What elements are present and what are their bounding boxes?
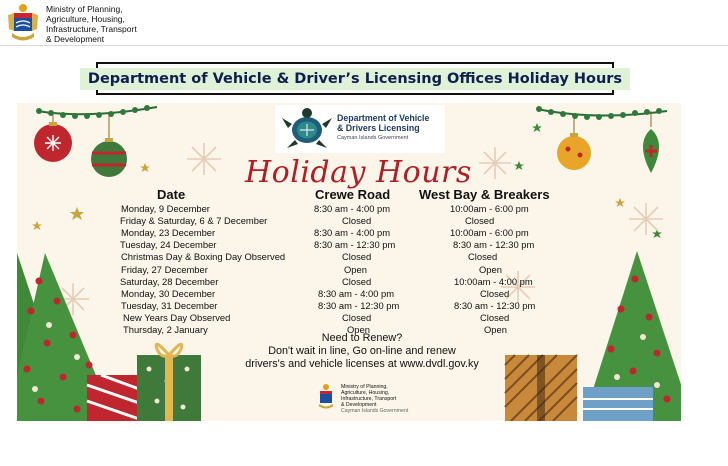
dvdl-logo [275,105,445,153]
schedule-date-cell: Monday, 23 December [121,227,216,239]
page-title-box [87,62,623,95]
schedule-crewe-road-cell: Closed [342,311,372,323]
schedule-date-cell: Friday, 27 December [121,263,208,275]
schedule-date-cell: Monday, 9 December [121,203,210,214]
schedule-date-cell: Saturday, 28 December [120,275,219,287]
schedule-west-bay-cell: 10:00am - 6:00 pm [450,227,529,239]
schedule-west-bay-cell: 8:30 am - 12:30 pm [453,239,535,251]
page-header [0,0,728,46]
schedule-west-bay-cell: 10:00am - 6:00 pm [450,203,529,214]
footer-line: & Development [341,402,377,408]
turtle-logo-icon [279,106,335,152]
schedule-west-bay-cell: Closed [465,215,495,227]
column-header-crewe-road: Crewe Road [315,187,391,202]
page-title: Department of Vehicle & Driver’s Licensing Offices Holiday Hours [80,68,630,90]
ministry-line: Ministry of Planning, [46,4,123,14]
schedule-crewe-road-cell: 8:30 am - 4:00 pm [314,227,391,239]
dvdl-name-line1: Department of Vehicle [337,113,430,123]
schedule-crewe-road-cell: 8:30 am - 12:30 pm [314,239,396,251]
schedule-crewe-road-cell: 8:30 am - 12:30 pm [318,299,400,311]
schedule-date-cell: Thursday, 2 January [123,324,208,335]
schedule-crewe-road-cell: Open [347,324,370,335]
column-header-date: Date [157,187,186,202]
renew-notice [227,332,497,371]
schedule-crewe-road-cell: 8:30 am - 4:00 pm [314,203,391,214]
schedule-date-cell: New Years Day Observed [123,311,231,323]
ministry-name [46,4,137,44]
ministry-line: Agriculture, Housing, [46,14,125,24]
footer-line: Cayman Islands Government [341,408,409,414]
schedule-crewe-road-cell: Closed [342,215,372,227]
footer-line: Ministry of Planning, [341,384,388,390]
schedule-date-cell: Friday & Saturday, 6 & 7 December [120,215,268,227]
footer-crest-icon [315,383,337,411]
column-header-west-bay: West Bay & Breakers [419,187,550,202]
holiday-hours-heading: Holiday Hours [245,155,472,190]
footer-line: Agriculture, Housing, [341,390,390,396]
ministry-line: Infrastructure, Transport [46,24,137,34]
schedule-date-cell: Christmas Day & Boxing Day Observed [121,251,286,263]
renew-line2: Don't wait in line, Go on-line and renew [268,345,456,357]
ministry-line: & Development [46,34,105,44]
footer-ministry-text [341,384,408,414]
schedule-west-bay-cell: Open [484,324,507,335]
renew-line1: Need to Renew? [321,332,403,344]
schedule-date-cell: Monday, 30 December [121,287,216,299]
schedule-date-cell: Tuesday, 31 December [121,299,218,311]
schedule-crewe-road-cell: Closed [342,251,372,263]
cayman-crest-icon [4,1,42,43]
footer-ministry-logo [315,383,427,415]
schedule-crewe-road-cell: Open [344,263,367,275]
schedule-crewe-road-cell: 8:30 am - 4:00 pm [318,287,395,299]
footer-line: Infrastructure, Transport [341,396,397,402]
schedule-west-bay-cell: Closed [468,251,498,263]
renew-line3: drivers's and vehicle licenses at www.dvdl.gov.ky [245,358,479,370]
schedule-west-bay-cell: 8:30 am - 12:30 pm [454,299,536,311]
schedule-west-bay-cell: Open [479,263,502,275]
schedule-west-bay-cell: Closed [480,287,510,299]
dvdl-name [337,113,429,133]
schedule-west-bay-cell: Closed [480,311,510,323]
header-divider [0,45,728,46]
holiday-hours-poster [17,103,681,421]
dvdl-subtitle: Cayman Islands Government [337,135,409,141]
schedule-crewe-road-cell: Closed [342,275,372,287]
schedule-west-bay-cell: 10:00am - 4:00 pm [454,275,533,287]
schedule-date-cell: Tuesday, 24 December [120,239,217,251]
dvdl-name-line2: & Drivers Licensing [337,123,420,133]
